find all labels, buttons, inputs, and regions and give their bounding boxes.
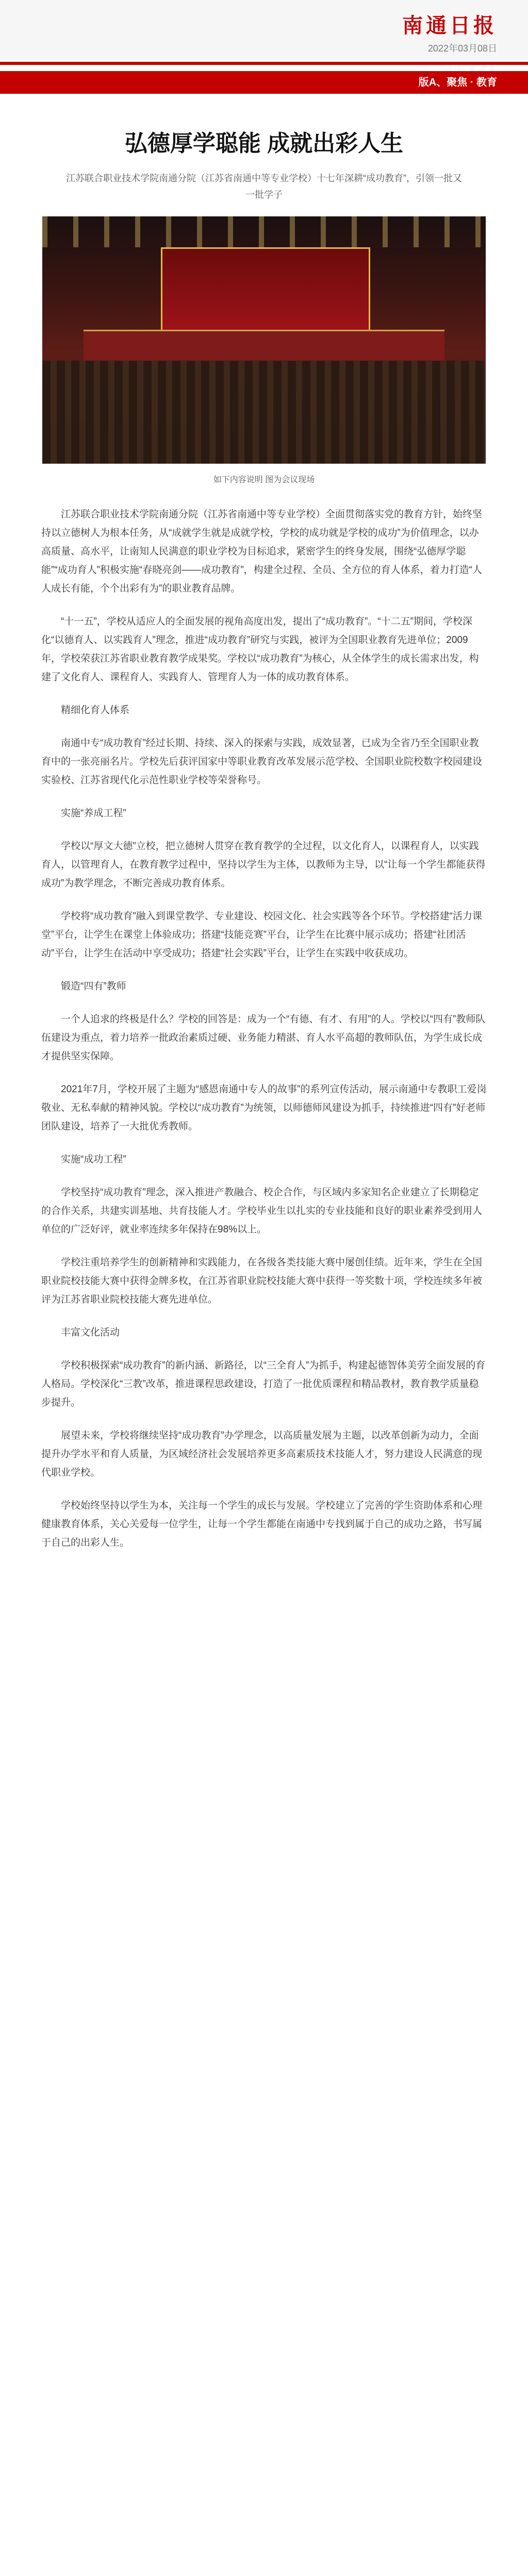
paragraph: 学校积极探索“成功教育”的新内涵、新路径，以“三全育人”为抓手，构建起德智体美劳全面发展的育人格局。学校深化“三教”改革，推进课程思政建设，打造了一批优质课程和精品教材，教育教学质量稳步提升。	[41, 1360, 486, 1408]
article-title: 弘德厚学聪能 成就出彩人生	[124, 131, 404, 156]
photo-caption: 如下内容说明 图为会议现场	[213, 476, 315, 484]
audience-seats	[42, 361, 486, 464]
paragraph: 学校将“成功教育”融入到课堂教学、专业建设、校园文化、社会实践等各个环节。学校搭建“活力课堂”平台，让学生在课堂上体验成功；搭建“技能竞赛”平台，让学生在比赛中展示成功；搭建“社团活动”平台，让学生在活动中享受成功；搭建“社会实践”平台，让学生在实践中收获成功。	[41, 911, 482, 959]
article-body	[0, 94, 528, 1608]
section-head: 丰富文化活动	[61, 1327, 120, 1338]
article-lead: 江苏联合职业技术学院南通分院（江苏省南通中等专业学校）十七年深耕“成功教育”，引领一批又一批学子	[66, 173, 462, 200]
section-head: 精细化育人体系	[61, 705, 130, 716]
paragraph: 江苏联合职业技术学院南通分院（江苏省南通中等专业学校）全面贯彻落实党的教育方针，始终坚持以立德树人为根本任务，从“成就学生就是成就学校，学校的成功就是学校的成功”为价值理念，以办高质量、高水平，让南知人民满意的职业学校为目标追求，紧密学生的终身发展，围绕“弘德厚学聪能”“成功育人”积极实施“春晓亮剑——成功教育”，构建全过程、全员、全方位的育人体系，着力打造“人人成长有能，个个出彩有为”的职业教育品牌。	[41, 509, 483, 594]
stage-screen	[161, 247, 370, 338]
paragraph: 一个人追求的终极是什么？学校的回答是：成为一个“有德、有才、有用”的人。学校以“四有”教师队伍建设为重点，着力培养一批政治素质过硬、业务能力精湛、育人水平高超的教师队伍，为学生成长成才提供坚实保障。	[41, 1014, 486, 1062]
event-photo	[42, 216, 486, 464]
paragraph: 学校以“厚文大德”立校，把立德树人贯穿在教育教学的全过程，以文化育人，以课程育人，以实践育人，以管理育人，在教育教学过程中，坚持以学生为主体，以教师为主导，以“让每一个学生都能获得成功”为教学理念，不断完善成功教育体系。	[41, 841, 486, 889]
channel-bar[interactable]: 版A、聚焦 · 教育	[0, 71, 528, 94]
paragraph: “十一五”，学校从适应人的全面发展的视角高度出发，提出了“成功教育”。“十二五”期间，学校深化“以德育人、以实践育人”理念，推进“成功教育”研究与实践，被评为全国职业教育先进单位；2009年，学校荣获江苏省职业教育教学成果奖。学校以“成功教育”为核心，从全体学生的成长需求出发，构建了文化育人、课程育人、实践育人、管理育人为一体的成功教育体系。	[41, 616, 479, 683]
paragraph: 学校注重培养学生的创新精神和实践能力，在各级各类技能大赛中屡创佳绩。近年来，学生在全国职业院校技能大赛中获得金牌多枚，在江苏省职业院校技能大赛中获得一等奖数十项，学校连续多年被评为江苏省职业院校技能大赛先进单位。	[41, 1257, 483, 1305]
masthead	[0, 0, 528, 65]
stage-lights	[42, 216, 486, 247]
section-head: 实施“成功工程”	[61, 1154, 126, 1165]
section-head: 实施“养成工程”	[61, 808, 126, 819]
paragraph: 展望未来，学校将继续坚持“成功教育”办学理念，以高质量发展为主题，以改革创新为动力，全面提升办学水平和育人质量，为区域经济社会发展培养更多高素质技术技能人才，努力建设人民满意的现代职业学校。	[41, 1430, 483, 1478]
paragraph: 南通中专“成功教育”经过长期、持续、深入的探索与实践，成效显著，已成为全省乃至全国职业教育中的一张亮丽名片。学校先后获评国家中等职业教育改革发展示范学校、全国职业院校数字校园建设实验校、江苏省现代化示范性职业学校等荣誉称号。	[41, 738, 483, 786]
stage-podium	[84, 330, 444, 362]
newspaper-brand: 南通日报	[402, 13, 497, 38]
paragraph: 学校坚持“成功教育”理念，深入推进产教融合、校企合作，与区域内多家知名企业建立了长期稳定的合作关系，共建实训基地、共育技能人才。学校毕业生以扎实的专业技能和良好的职业素养受到用人单位的广泛好评，就业率连续多年保持在98%以上。	[41, 1187, 483, 1235]
paragraph: 学校始终坚持以学生为本，关注每一个学生的成长与发展。学校建立了完善的学生资助体系和心理健康教育体系，关心关爱每一位学生，让每一个学生都能在南通中专找到属于自己的成功之路，书写属于自己的出彩人生。	[41, 1500, 483, 1548]
section-head: 锻造“四有”教师	[61, 981, 126, 992]
paragraph: 2021年7月，学校开展了主题为“感恩南通中专人的故事”的系列宣传活动，展示南通中专教职工爱岗敬业、无私奉献的精神风貌。学校以“成功教育”为统领，以师德师风建设为抓手，持续推进“四有”好老师团队建设，培养了一大批优秀教师。	[41, 1084, 487, 1132]
issue-date: 2022年03月08日	[427, 43, 497, 54]
